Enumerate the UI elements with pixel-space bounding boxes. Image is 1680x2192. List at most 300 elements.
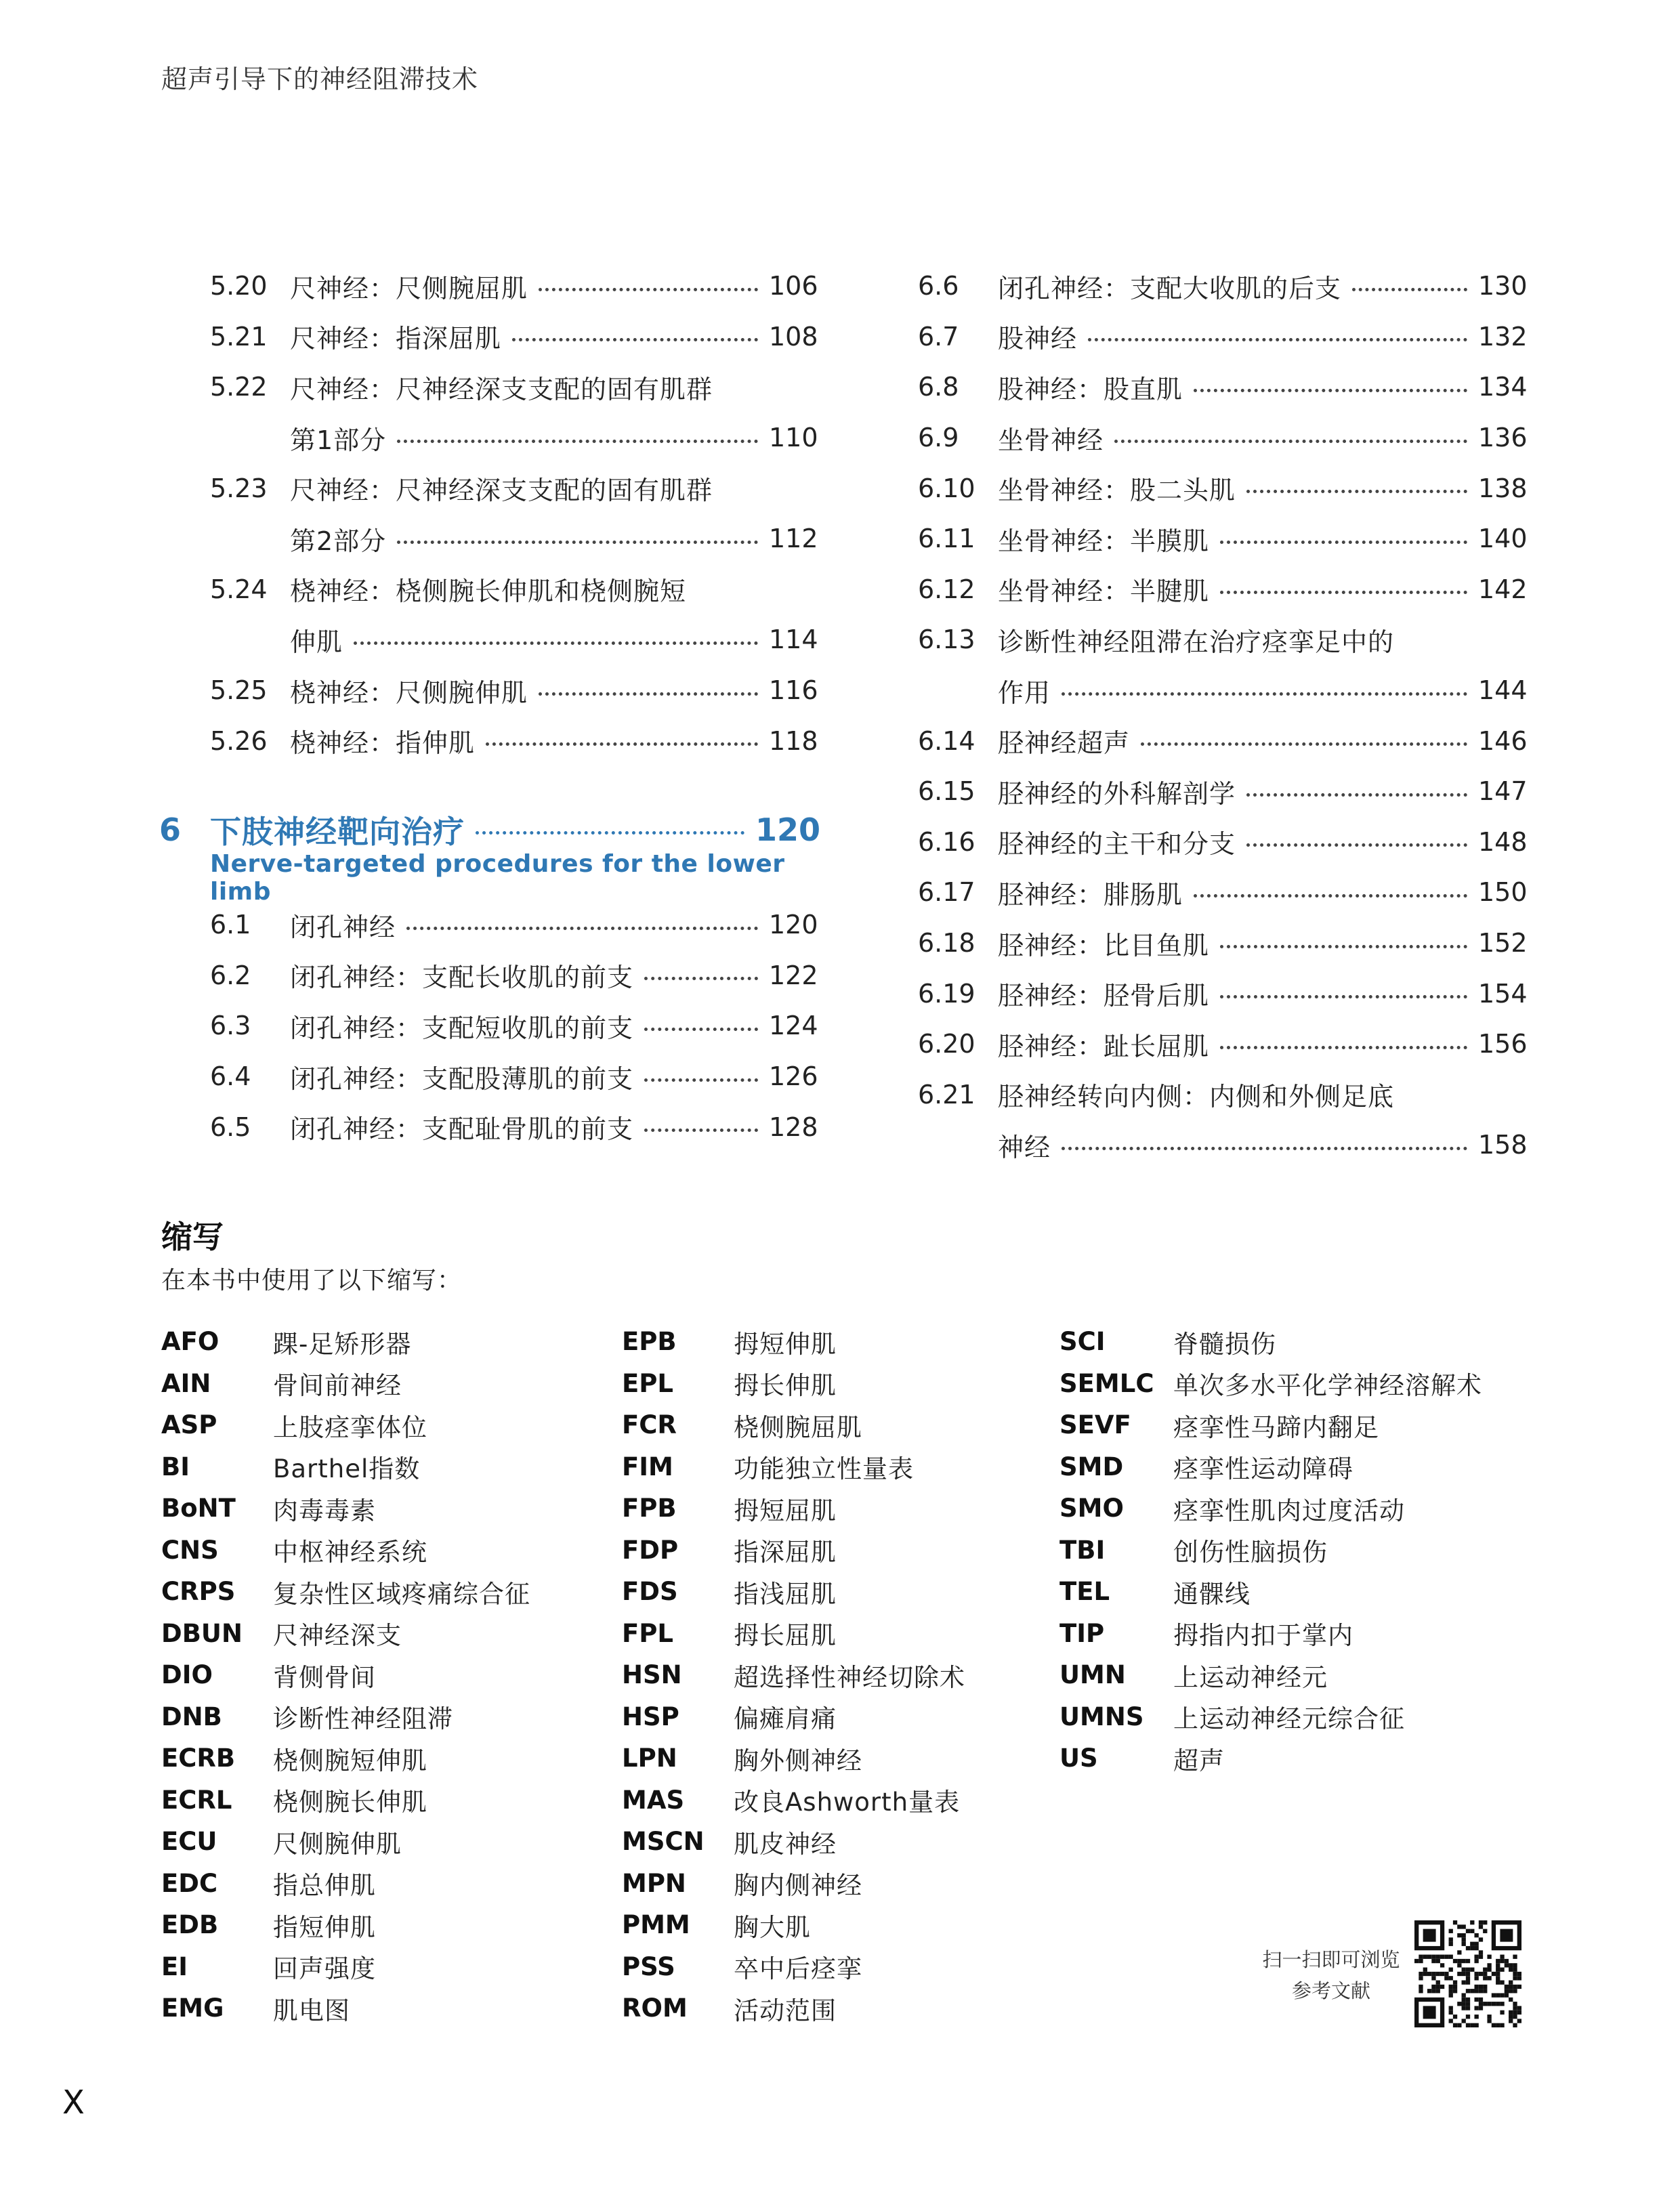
toc-entry[interactable] — [210, 950, 816, 1001]
toc-entry-page: 110 — [769, 423, 818, 453]
abbreviation-row — [161, 1946, 530, 1988]
toc-left-column — [159, 261, 821, 1152]
toc-entry — [210, 362, 816, 413]
abbreviation-code: ROM — [622, 1994, 688, 2023]
abbreviation-row — [1059, 1737, 1482, 1779]
toc-entry-title: 闭孔神经 — [290, 912, 396, 942]
toc-entry-number: 5.25 — [210, 675, 268, 706]
abbreviation-row — [622, 1363, 965, 1405]
chapter-page: 120 — [755, 811, 821, 848]
abbreviation-row — [161, 1737, 530, 1779]
abbreviation-definition: 指深屈肌 — [734, 1538, 837, 1567]
abbreviations-column-1 — [161, 1321, 530, 2029]
toc-entry-page: 134 — [1478, 372, 1528, 402]
toc-entry-page: 154 — [1478, 978, 1528, 1009]
abbreviation-definition: 胸大肌 — [734, 1912, 811, 1942]
toc-entry-title: 胫神经的外科解剖学 — [998, 778, 1236, 809]
toc-entry-page: 118 — [769, 725, 818, 756]
abbreviation-row — [161, 1696, 530, 1738]
abbreviation-code: HSP — [622, 1702, 679, 1731]
toc-entry-page: 122 — [769, 960, 818, 990]
abbreviation-code: TBI — [1059, 1535, 1106, 1565]
abbreviation-row — [622, 1987, 965, 2029]
abbreviation-code: BoNT — [161, 1494, 236, 1523]
toc-leader-dots — [644, 1018, 758, 1031]
abbreviations-column-2 — [622, 1321, 965, 2029]
toc-leader-dots — [397, 531, 758, 544]
abbreviation-definition: 单次多水平化学神经溶解术 — [1173, 1371, 1482, 1401]
abbreviation-code: FDP — [622, 1535, 679, 1565]
toc-leader-dots — [397, 430, 758, 443]
abbreviation-definition: 上运动神经元综合征 — [1173, 1704, 1405, 1734]
toc-entry-number: 6.2 — [210, 960, 251, 990]
toc-entry-title: 坐骨神经：半腱肌 — [998, 576, 1210, 607]
abbreviation-code: CRPS — [161, 1577, 236, 1607]
abbreviation-definition: 改良Ashworth量表 — [734, 1788, 961, 1817]
toc-entry-page: 136 — [1478, 423, 1528, 453]
toc-entry-page: 146 — [1478, 725, 1528, 756]
toc-entry-title: 作用 — [998, 677, 1051, 708]
toc-leader-dots — [1352, 278, 1467, 291]
toc-leader-dots — [1246, 784, 1467, 797]
toc-entry[interactable] — [918, 312, 1526, 362]
abbreviation-code: US — [1059, 1744, 1098, 1773]
toc-entry[interactable] — [918, 1019, 1526, 1070]
toc-entry-page: 116 — [769, 675, 818, 706]
toc-leader-dots — [1114, 430, 1467, 443]
toc-entry-title: 闭孔神经：支配股薄肌的前支 — [290, 1063, 634, 1094]
abbreviation-definition: 肌电图 — [273, 1996, 350, 2025]
abbreviation-code: EI — [161, 1952, 188, 1981]
abbreviation-definition: Barthel指数 — [273, 1454, 421, 1484]
toc-entry-title: 胫神经超声 — [998, 728, 1131, 759]
abbreviation-code: ECRB — [161, 1744, 236, 1773]
toc-entry-number: 6.14 — [918, 725, 975, 756]
abbreviation-row — [161, 1571, 530, 1613]
abbreviation-definition: 拇长伸肌 — [734, 1371, 837, 1401]
abbreviation-row — [622, 1613, 965, 1655]
toc-entry-page: 112 — [769, 524, 818, 554]
abbreviation-code: FDS — [622, 1577, 678, 1607]
toc-leader-dots — [354, 632, 758, 645]
toc-entry-title: 坐骨神经：半膜肌 — [998, 526, 1210, 556]
toc-entry-number: 5.23 — [210, 473, 268, 503]
toc-entry — [918, 1070, 1526, 1120]
abbreviation-row — [622, 1904, 965, 1946]
abbreviation-definition: 通髁线 — [1173, 1579, 1251, 1609]
abbreviation-definition: 拇长屈肌 — [734, 1621, 837, 1651]
abbreviation-code: TEL — [1059, 1577, 1110, 1607]
toc-entry-page: 147 — [1478, 776, 1528, 807]
abbreviation-definition: 拇短屈肌 — [734, 1496, 837, 1525]
abbreviation-row — [161, 1863, 530, 1905]
abbreviation-row — [622, 1696, 965, 1738]
toc-entry-title: 尺神经：尺神经深支支配的固有肌群 — [290, 476, 713, 506]
abbreviation-row — [1059, 1363, 1482, 1405]
abbreviation-row — [161, 1488, 530, 1530]
toc-entry-page: 130 — [1478, 271, 1528, 301]
toc-entry-number: 5.20 — [210, 271, 268, 301]
abbreviation-code: FPL — [622, 1618, 673, 1648]
toc-entry-page: 124 — [769, 1011, 818, 1041]
toc-entry-title: 胫神经：腓肠肌 — [998, 879, 1183, 910]
toc-leader-dots — [1220, 935, 1467, 948]
abbreviation-definition: 指总伸肌 — [273, 1871, 376, 1901]
toc-entry[interactable] — [918, 766, 1526, 817]
abbreviation-code: UMN — [1059, 1660, 1126, 1690]
abbreviation-row — [161, 1363, 530, 1405]
toc-entry[interactable] — [918, 362, 1526, 413]
toc-entry — [210, 463, 816, 513]
abbreviation-row — [161, 1779, 530, 1821]
abbreviation-row — [622, 1488, 965, 1530]
toc-entry-page: 144 — [1478, 675, 1528, 706]
toc-entry-number: 6.6 — [918, 271, 959, 301]
toc-leader-dots — [512, 329, 758, 341]
toc-leader-dots — [644, 1119, 758, 1132]
toc-entry-title: 伸肌 — [290, 627, 343, 657]
toc-entry-page: 128 — [769, 1112, 818, 1142]
toc-entry[interactable] — [918, 968, 1526, 1019]
abbreviation-definition: 拇短伸肌 — [734, 1329, 837, 1359]
abbreviation-row — [622, 1446, 965, 1488]
toc-entry-number: 6.3 — [210, 1011, 251, 1041]
toc-leader-dots — [1194, 379, 1467, 392]
toc-entry-title: 桡神经：尺侧腕伸肌 — [290, 677, 528, 708]
toc-leader-dots — [486, 733, 758, 746]
toc-entry-number: 5.26 — [210, 725, 268, 756]
abbreviation-definition: 桡侧腕屈肌 — [734, 1412, 862, 1442]
toc-entry[interactable] — [210, 312, 816, 362]
abbreviation-code: EPL — [622, 1368, 673, 1398]
toc-entry-number: 6.15 — [918, 776, 975, 807]
abbreviation-code: EDC — [161, 1868, 218, 1898]
abbreviation-code: DNB — [161, 1702, 222, 1731]
toc-entry[interactable] — [918, 1120, 1526, 1171]
toc-entry[interactable] — [918, 867, 1526, 918]
toc-entry-page: 152 — [1478, 928, 1528, 958]
abbreviation-code: FPB — [622, 1494, 677, 1523]
toc-leader-dots — [644, 967, 758, 980]
toc-entry-title: 股神经：股直肌 — [998, 374, 1183, 404]
qr-caption — [1253, 1944, 1409, 2006]
toc-entry[interactable] — [918, 564, 1526, 615]
toc-entry[interactable] — [918, 918, 1526, 969]
abbreviation-row — [161, 1321, 530, 1363]
abbreviation-definition: 上运动神经元 — [1173, 1662, 1328, 1692]
abbreviation-code: LPN — [622, 1744, 677, 1773]
toc-entry-title: 胫神经：趾长屈肌 — [998, 1031, 1210, 1061]
abbreviations-intro: 在本书中使用了以下缩写： — [161, 1267, 463, 1294]
qr-code-icon[interactable] — [1414, 1920, 1521, 2027]
toc-leader-dots — [1220, 986, 1467, 998]
abbreviation-row — [161, 1613, 530, 1655]
abbreviation-code: AFO — [161, 1327, 219, 1357]
toc-entry-title: 胫神经的主干和分支 — [998, 829, 1236, 860]
toc-entry-title: 坐骨神经 — [998, 425, 1104, 455]
abbreviation-row — [622, 1779, 965, 1821]
toc-entry-number: 6.4 — [210, 1061, 251, 1092]
toc-entry-page: 114 — [769, 625, 818, 655]
toc-entry[interactable] — [918, 665, 1526, 716]
abbreviation-definition: 胸内侧神经 — [734, 1871, 862, 1901]
toc-entry-number: 6.10 — [918, 473, 975, 503]
abbreviation-code: ECRL — [161, 1785, 232, 1815]
toc-entry-page: 126 — [769, 1061, 818, 1092]
toc-entry-title: 坐骨神经：股二头肌 — [998, 476, 1236, 506]
toc-leader-dots — [1062, 683, 1467, 696]
toc-entry[interactable] — [210, 614, 816, 665]
abbreviation-row — [161, 1987, 530, 2029]
abbreviation-code: CNS — [161, 1535, 219, 1565]
toc-entry-page: 156 — [1478, 1029, 1528, 1059]
abbreviation-row — [161, 1446, 530, 1488]
toc-leader-dots — [1246, 480, 1467, 493]
toc-entry-title: 闭孔神经：支配大收肌的后支 — [998, 273, 1342, 303]
toc-entry-title: 桡神经：指伸肌 — [290, 728, 476, 759]
toc-entry-page: 120 — [769, 910, 818, 940]
abbreviation-row — [622, 1821, 965, 1863]
abbreviation-code: SEVF — [1059, 1410, 1131, 1440]
abbreviation-definition: 诊断性神经阻滞 — [273, 1704, 453, 1734]
abbreviation-code: MAS — [622, 1785, 685, 1815]
toc-chapter-heading[interactable] — [159, 803, 821, 856]
abbreviation-definition: 桡侧腕长伸肌 — [273, 1788, 427, 1817]
abbreviation-row — [1059, 1321, 1482, 1363]
toc-leader-dots — [1246, 834, 1467, 847]
abbreviation-row — [161, 1904, 530, 1946]
abbreviation-definition: 指短伸肌 — [273, 1912, 376, 1942]
toc-leader-dots — [539, 683, 758, 696]
toc-entry-title: 胫神经：胫骨后肌 — [998, 981, 1210, 1011]
toc-entry-title: 闭孔神经：支配耻骨肌的前支 — [290, 1114, 634, 1145]
toc-entry-title: 桡神经：桡侧腕长伸肌和桡侧腕短 — [290, 576, 687, 607]
abbreviation-code: BI — [161, 1452, 190, 1481]
chapter-subtitle: Nerve-targeted procedures for the lower limb — [210, 849, 785, 906]
page-number: X — [62, 2084, 85, 2122]
abbreviation-row — [1059, 1488, 1482, 1530]
toc-entry[interactable] — [210, 1000, 816, 1051]
toc-entry[interactable] — [210, 900, 816, 950]
abbreviation-code: ECU — [161, 1827, 217, 1857]
abbreviation-row — [1059, 1571, 1482, 1613]
toc-leader-dots — [1220, 581, 1467, 594]
abbreviation-row — [1059, 1613, 1482, 1655]
abbreviation-row — [1059, 1446, 1482, 1488]
abbreviation-code: ASP — [161, 1410, 217, 1440]
abbreviation-definition: 尺神经深支 — [273, 1621, 402, 1651]
abbreviation-row — [622, 1863, 965, 1905]
toc-entry-number: 5.24 — [210, 574, 268, 604]
abbreviation-code: FCR — [622, 1410, 677, 1440]
toc-entry-title: 闭孔神经：支配短收肌的前支 — [290, 1013, 634, 1043]
toc-entry-title: 第1部分 — [290, 425, 387, 455]
toc-entry — [210, 564, 816, 615]
abbreviation-code: HSN — [622, 1660, 682, 1690]
abbreviation-row — [1059, 1696, 1482, 1738]
toc-entry-number: 6.18 — [918, 928, 975, 958]
toc-leader-dots — [539, 278, 758, 291]
abbreviation-code: MSCN — [622, 1827, 705, 1857]
toc-entry-page: 140 — [1478, 524, 1528, 554]
toc-leader-dots — [1220, 531, 1467, 544]
toc-entry-title: 胫神经转向内侧：内侧和外侧足底 — [998, 1082, 1395, 1112]
toc-entry[interactable] — [210, 513, 816, 564]
abbreviation-row — [161, 1654, 530, 1696]
toc-entry-title: 神经 — [998, 1132, 1051, 1162]
toc-entry-title: 闭孔神经：支配长收肌的前支 — [290, 963, 634, 993]
toc-entry-page: 138 — [1478, 473, 1528, 503]
toc-entry-number: 6.12 — [918, 574, 975, 604]
toc-leader-dots — [644, 1069, 758, 1082]
toc-entry-page: 158 — [1478, 1130, 1528, 1160]
abbreviation-definition: 胸外侧神经 — [734, 1746, 862, 1775]
toc-leader-dots — [406, 917, 758, 930]
abbreviation-code: SEMLC — [1059, 1368, 1154, 1398]
toc-entry-page: 108 — [769, 321, 818, 352]
toc-entry-number: 6.20 — [918, 1029, 975, 1059]
toc-entry[interactable] — [210, 413, 816, 463]
toc-leader-dots — [1220, 1036, 1467, 1049]
abbreviation-code: SMD — [1059, 1452, 1124, 1481]
abbreviation-code: EMG — [161, 1994, 224, 2023]
abbreviation-code: SMO — [1059, 1494, 1124, 1523]
abbreviation-row — [1059, 1530, 1482, 1572]
abbreviation-definition: 功能独立性量表 — [734, 1454, 914, 1484]
abbreviation-definition: 卒中后痉挛 — [734, 1954, 862, 1984]
abbreviation-definition: 背侧骨间 — [273, 1662, 376, 1692]
abbreviation-definition: 脊髓损伤 — [1173, 1329, 1276, 1359]
toc-entry-number: 6.9 — [918, 423, 959, 453]
abbreviation-row — [1059, 1404, 1482, 1446]
toc-entry-page: 150 — [1478, 877, 1528, 908]
abbreviation-definition: 中枢神经系统 — [273, 1538, 427, 1567]
abbreviation-code: TIP — [1059, 1618, 1105, 1648]
abbreviation-definition: 超声 — [1173, 1746, 1225, 1775]
toc-entry-number: 6.17 — [918, 877, 975, 908]
toc-entry-title: 尺神经：尺侧腕屈肌 — [290, 273, 528, 303]
toc-entry-title: 胫神经：比目鱼肌 — [998, 930, 1210, 961]
toc-entry-title: 尺神经：尺神经深支支配的固有肌群 — [290, 374, 713, 404]
qr-caption-line-2: 参考文献 — [1291, 1979, 1370, 2002]
abbreviation-definition: 指浅屈肌 — [734, 1579, 837, 1609]
chapter-leader-dots — [476, 822, 744, 835]
toc-entry[interactable] — [918, 413, 1526, 463]
toc-entry-number: 5.21 — [210, 321, 268, 352]
abbreviation-definition: 肉毒毒素 — [273, 1496, 376, 1525]
toc-entry-title: 股神经 — [998, 324, 1078, 354]
toc-entry-number: 6.5 — [210, 1112, 251, 1142]
abbreviation-definition: 尺侧腕伸肌 — [273, 1829, 402, 1859]
chapter-title: 下肢神经靶向治疗 — [210, 813, 465, 850]
abbreviation-definition: 回声强度 — [273, 1954, 376, 1984]
abbreviation-definition: 骨间前神经 — [273, 1371, 402, 1401]
toc-entry[interactable] — [918, 715, 1526, 766]
toc-entry-page: 142 — [1478, 574, 1528, 604]
toc-entry-number: 6.11 — [918, 524, 975, 554]
toc-entry-number: 6.16 — [918, 826, 975, 857]
abbreviation-row — [622, 1737, 965, 1779]
toc-entry-number: 6.13 — [918, 625, 975, 655]
abbreviation-definition: 超选择性神经切除术 — [734, 1662, 965, 1692]
abbreviation-row — [161, 1821, 530, 1863]
abbreviation-code: FIM — [622, 1452, 673, 1481]
toc-entry-number: 6.7 — [918, 321, 959, 352]
abbreviation-row — [161, 1530, 530, 1572]
abbreviation-code: SCI — [1059, 1327, 1106, 1357]
abbreviation-row — [622, 1946, 965, 1988]
qr-caption-line-1: 扫一扫即可浏览 — [1262, 1948, 1400, 1971]
toc-entry[interactable] — [918, 817, 1526, 868]
toc-entry[interactable] — [210, 1101, 816, 1152]
abbreviation-row — [622, 1571, 965, 1613]
toc-entry-number: 6.19 — [918, 978, 975, 1009]
abbreviation-definition: 拇指内扣于掌内 — [1173, 1621, 1353, 1651]
toc-entry[interactable] — [210, 261, 816, 312]
toc-entry — [918, 614, 1526, 665]
toc-entry[interactable] — [918, 261, 1526, 312]
running-head: 超声引导下的神经阻滞技术 — [161, 64, 479, 94]
abbreviation-row — [622, 1321, 965, 1363]
toc-entry[interactable] — [210, 715, 816, 766]
toc-entry-title: 诊断性神经阻滞在治疗痉挛足中的 — [998, 627, 1395, 657]
abbreviation-definition: 活动范围 — [734, 1996, 837, 2025]
abbreviation-row — [622, 1404, 965, 1446]
toc-entry-page: 132 — [1478, 321, 1528, 352]
toc-right-column — [918, 261, 1526, 1171]
abbreviation-code: PMM — [622, 1910, 690, 1940]
chapter-number: 6 — [159, 811, 182, 848]
abbreviation-row — [622, 1654, 965, 1696]
abbreviation-definition: 痉挛性肌肉过度活动 — [1173, 1496, 1405, 1525]
toc-entry-number: 6.1 — [210, 910, 251, 940]
abbreviation-definition: 踝-足矫形器 — [273, 1329, 412, 1359]
abbreviation-definition: 痉挛性马蹄内翻足 — [1173, 1412, 1379, 1442]
abbreviation-code: PSS — [622, 1952, 675, 1981]
toc-entry[interactable] — [918, 463, 1526, 513]
abbreviations-heading: 缩写 — [161, 1219, 224, 1255]
toc-leader-dots — [1062, 1137, 1467, 1150]
abbreviation-definition: 复杂性区域疼痛综合征 — [273, 1579, 530, 1609]
toc-entry-page: 148 — [1478, 826, 1528, 857]
abbreviation-definition: 痉挛性运动障碍 — [1173, 1454, 1353, 1484]
toc-entry-title: 尺神经：指深屈肌 — [290, 324, 502, 354]
toc-entry-title: 第2部分 — [290, 526, 387, 556]
abbreviation-definition: 肌皮神经 — [734, 1829, 837, 1859]
abbreviation-code: MPN — [622, 1868, 686, 1898]
toc-entry-page: 106 — [769, 271, 818, 301]
abbreviation-definition: 上肢痉挛体位 — [273, 1412, 427, 1442]
abbreviation-row — [622, 1530, 965, 1572]
toc-entry[interactable] — [210, 665, 816, 716]
abbreviation-code: DIO — [161, 1660, 213, 1690]
toc-entry-number: 5.22 — [210, 372, 268, 402]
abbreviation-code: EDB — [161, 1910, 219, 1940]
abbreviations-column-3 — [1059, 1321, 1482, 1779]
toc-leader-dots — [1088, 329, 1467, 341]
toc-leader-dots — [1141, 733, 1467, 746]
abbreviation-code: AIN — [161, 1368, 211, 1398]
toc-entry-number: 6.8 — [918, 372, 959, 402]
toc-entry[interactable] — [210, 1051, 816, 1102]
toc-entry-number: 6.21 — [918, 1079, 975, 1110]
abbreviation-code: DBUN — [161, 1618, 243, 1648]
toc-entry[interactable] — [918, 513, 1526, 564]
abbreviation-code: UMNS — [1059, 1702, 1144, 1731]
abbreviation-row — [161, 1404, 530, 1446]
abbreviation-code: EPB — [622, 1327, 677, 1357]
abbreviation-definition: 偏瘫肩痛 — [734, 1704, 837, 1734]
